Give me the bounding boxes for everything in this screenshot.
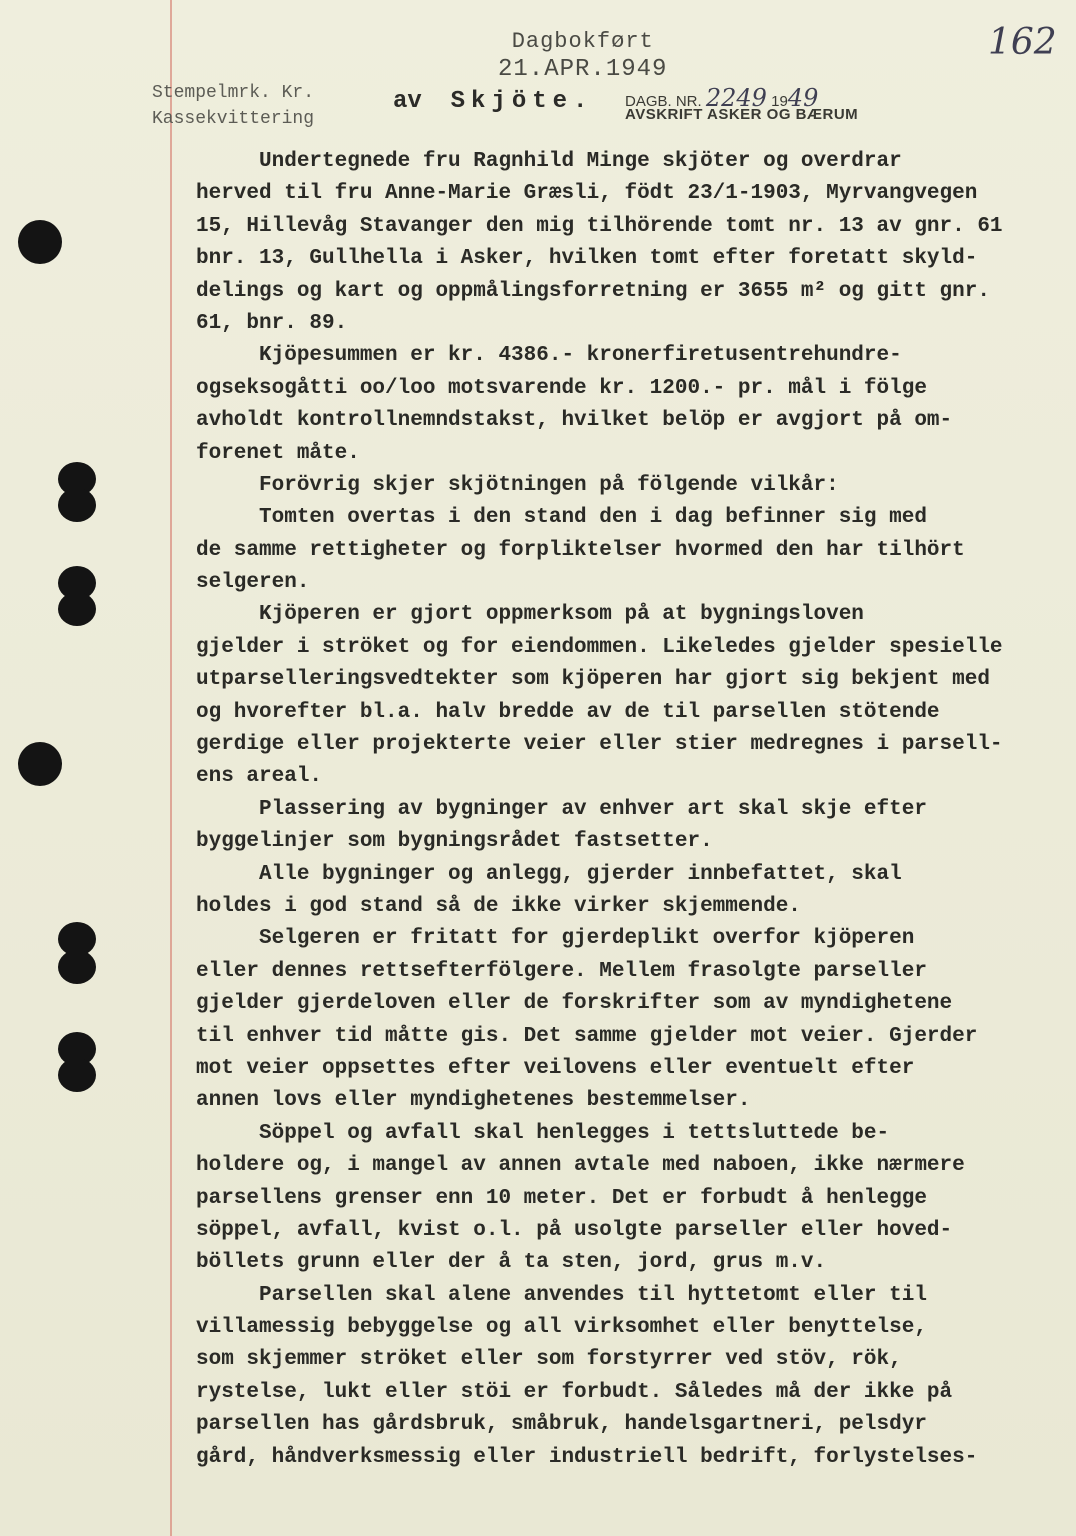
- registration-stamp: [498, 28, 667, 84]
- text-line: delings og kart og oppmålingsforretning er 3655 m² og gitt gnr.: [196, 279, 990, 303]
- text-line: bnr. 13, Gullhella i Asker, hvilken tomt efter foretatt skyld-: [196, 247, 978, 271]
- text-line: herved til fru Anne-Marie Græsli, födt 23/1-1903, Myrvangvegen: [196, 182, 978, 206]
- text-line: gerdige eller projekterte veier eller stier medregnes i parsell-: [196, 733, 1003, 757]
- journal-number: 2249: [705, 84, 767, 112]
- avskrift-stamp: AVSKRIFT ASKER OG BÆRUM: [625, 106, 859, 123]
- text-line: selgeren.: [196, 571, 310, 595]
- stamp-duty-note: [152, 80, 314, 132]
- text-line: og hvorefter bl.a. halv bredde av de til parsellen stötende: [196, 700, 940, 724]
- text-line: eller dennes rettsefterfölgere. Mellem frasolgte parseller: [196, 959, 927, 983]
- text-line: gjelder gjerdeloven eller de forskrifter som av myndighetene: [196, 992, 953, 1016]
- stamp-duty-line: Stempelmrk. Kr.: [152, 83, 315, 103]
- text-line: Alle bygninger og anlegg, gjerder innbefattet, skal: [196, 862, 902, 886]
- punch-hole: [58, 488, 96, 522]
- margin-line: [170, 0, 172, 1536]
- text-line: forenet måte.: [196, 441, 360, 465]
- text-line: til enhver tid måtte gis. Det samme gjelder mot veier. Gjerder: [196, 1024, 978, 1048]
- text-line: parsellen has gårdsbruk, småbruk, handelsgartneri, pelsdyr: [196, 1413, 927, 1437]
- text-line: utparselleringsvedtekter som kjöperen har gjort sig bekjent med: [196, 668, 990, 692]
- text-line: Söppel og avfall skal henlegges i tettsluttede be-: [196, 1121, 890, 1145]
- stamp-label: Dagbokført: [511, 29, 654, 54]
- text-line: holdes i god stand så de ikke virker skjemmende.: [196, 894, 801, 918]
- text-line: söppel, avfall, kvist o.l. på usolgte parseller eller hoved-: [196, 1218, 953, 1242]
- text-line: Tomten overtas i den stand den i dag befinner sig med: [196, 506, 927, 530]
- text-line: 61, bnr. 89.: [196, 311, 348, 335]
- journal-year-suffix: 49: [787, 84, 819, 112]
- text-line: 15, Hillevåg Stavanger den mig tilhörende tomt nr. 13 av gnr. 61: [196, 214, 1003, 238]
- document-title: [393, 88, 593, 115]
- journal-year-prefix: 19: [771, 93, 788, 110]
- title-prefix: av: [393, 88, 422, 115]
- text-line: Forövrig skjer skjötningen på fölgende vilkår:: [196, 473, 839, 497]
- text-line: böllets grunn eller der å ta sten, jord, grus m.v.: [196, 1251, 827, 1275]
- text-line: ens areal.: [196, 765, 323, 789]
- text-line: villamessig bebyggelse og all virksomhet eller benyttelse,: [196, 1316, 927, 1340]
- journal-number-label: DAGB. NR.: [625, 93, 702, 110]
- punch-hole: [58, 1058, 96, 1092]
- text-line: parsellens grenser enn 10 meter. Det er forbudt å henlegge: [196, 1186, 927, 1210]
- text-line: mot veier oppsettes efter veilovens eller eventuelt efter: [196, 1056, 915, 1080]
- text-line: Kjöpesummen er kr. 4386.- kronerfiretusentrehundre-: [196, 344, 902, 368]
- text-line: Kjöperen er gjort oppmerksom på at bygningsloven: [196, 603, 864, 627]
- text-line: byggelinjer som bygningsrådet fastsetter.: [196, 830, 713, 854]
- text-line: gjelder i ströket og for eiendommen. Likeledes gjelder spesielle: [196, 635, 1003, 659]
- text-line: Plassering av bygninger av enhver art skal skje efter: [196, 797, 927, 821]
- text-line: holdere og, i mangel av annen avtale med naboen, ikke nærmere: [196, 1154, 965, 1178]
- text-line: Parsellen skal alene anvendes til hyttetomt eller til: [196, 1283, 927, 1307]
- text-line: som skjemmer ströket eller som forstyrrer ved stöv, rök,: [196, 1348, 902, 1372]
- text-line: avholdt kontrollnemndstakst, hvilket belöp er avgjort på om-: [196, 409, 953, 433]
- text-line: Selgeren er fritatt for gjerdeplikt overfor kjöperen: [196, 927, 915, 951]
- page-number: 162: [988, 22, 1057, 63]
- text-line: Undertegnede fru Ragnhild Minge skjöter og overdrar: [196, 150, 902, 173]
- text-line: de samme rettigheter og forpliktelser hvormed den har tilhört: [196, 538, 965, 562]
- punch-hole: [58, 592, 96, 626]
- punch-hole: [18, 742, 62, 786]
- title-text: Skjöte.: [450, 88, 594, 115]
- text-line: rystelse, lukt eller stöi er forbudt. Således må der ikke på: [196, 1380, 953, 1404]
- stamp-date: 21.APR.1949: [498, 56, 668, 83]
- text-line: annen lovs eller myndighetenes bestemmelser.: [196, 1089, 751, 1113]
- punch-hole: [18, 220, 62, 264]
- text-line: gård, håndverksmessig eller industriell bedrift, forlystelses-: [196, 1445, 978, 1469]
- text-line: ogseksogåtti oo/loo motsvarende kr. 1200.- pr. mål i fölge: [196, 376, 927, 400]
- stamp-duty-line: Kassekvittering: [152, 109, 315, 129]
- punch-hole: [58, 950, 96, 984]
- deed-body-text: [196, 146, 1036, 1474]
